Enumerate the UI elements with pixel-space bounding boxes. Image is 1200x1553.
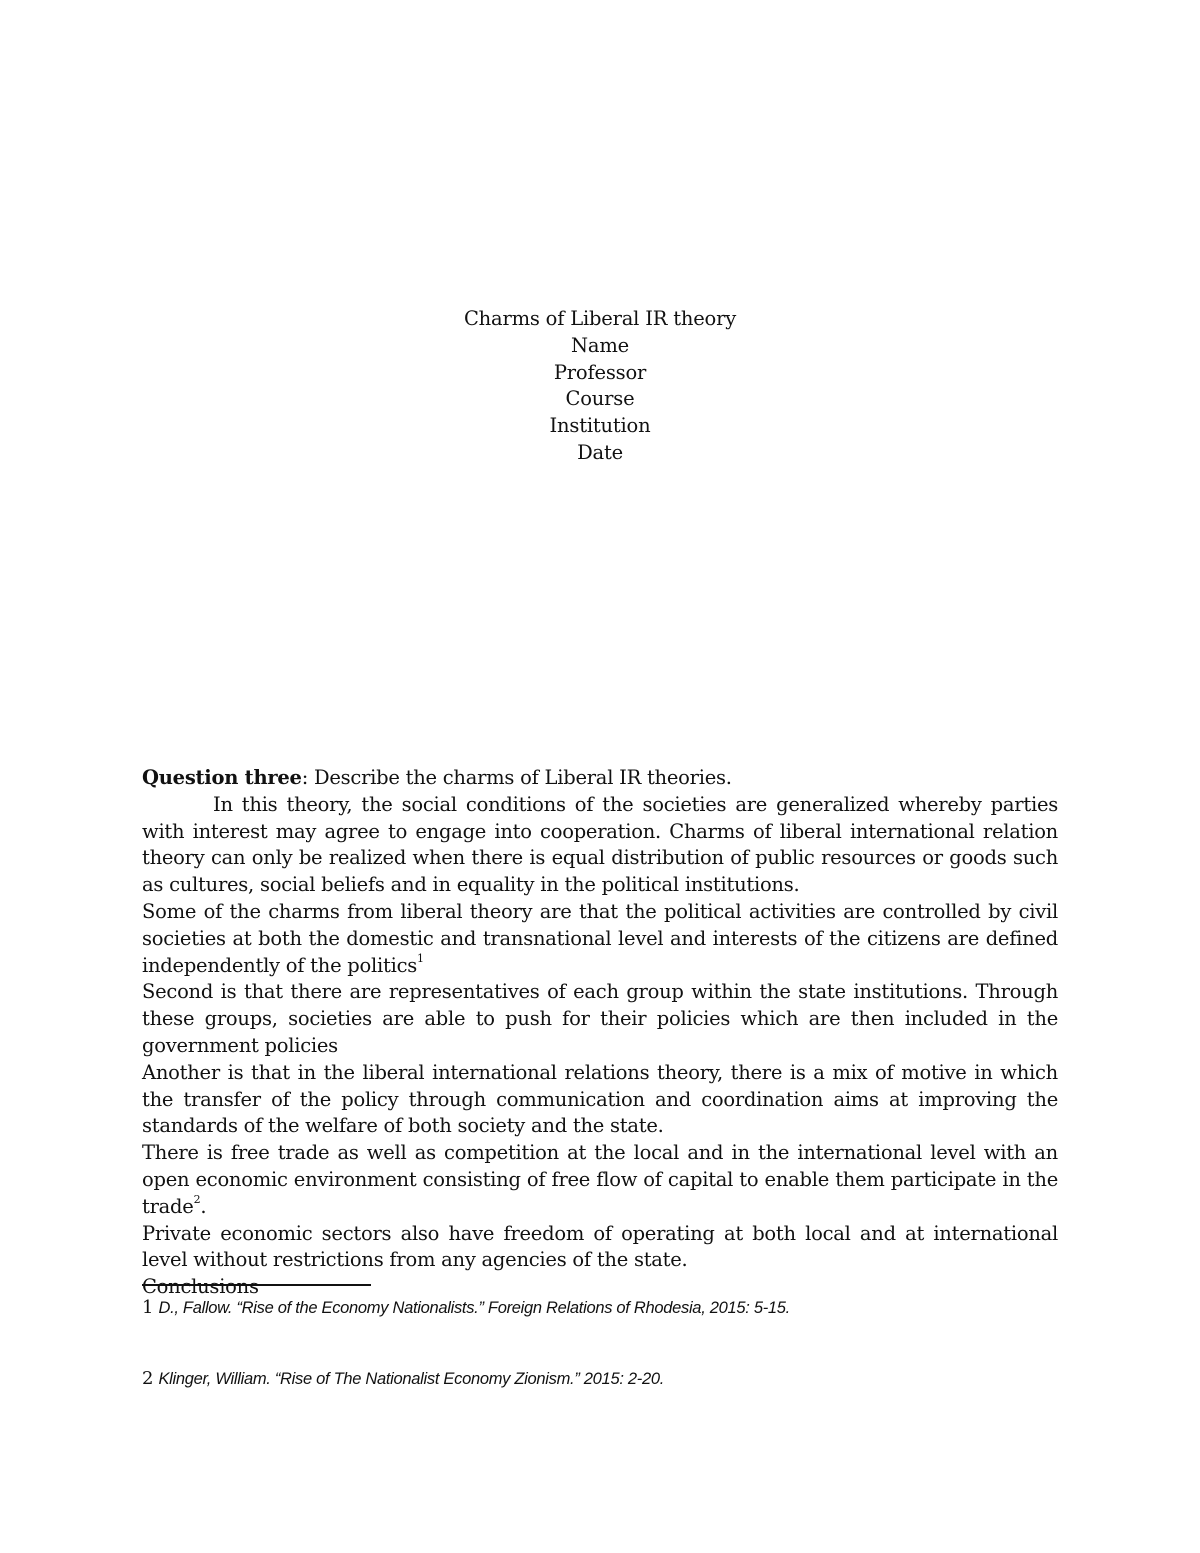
author-name: Name [571, 333, 629, 357]
question-text: : Describe the charms of Liberal IR theories. [301, 766, 732, 789]
paragraph-1: In this theory, the social conditions of the societies are generalized whereby parties with interest may agree to engage into cooperation. Charms of liberal international relation theory can only be realized when there is equal distribution of public resources or goods such as cultures, social beliefs and in equality in the political institutions. [142, 792, 1058, 897]
paragraph-3: Second is that there are representatives of each group within the state institutions. Through these groups, societies are able to push for their policies which are then included in the government policies [142, 980, 1058, 1057]
course-name: Course [565, 387, 635, 411]
footnote-1-text: D., Fallow. “Rise of the Economy Nationalists.” Foreign Relations of Rhodesia, 2015: 5-15. [158, 1299, 790, 1317]
document-date: Date [577, 440, 623, 464]
footnote-2-number: 2 [142, 1368, 154, 1389]
question-label: Question three [142, 766, 302, 789]
document-title: Charms of Liberal IR theory [463, 307, 737, 330]
paragraph-6: Private economic sectors also have freedom of operating at both local and at international level without restrictions from any agencies of the state. [142, 1221, 1058, 1272]
footnote-ref-1[interactable]: 1 [417, 952, 424, 966]
paragraph-5-text: There is free trade as well as competition at the local and in the international level with an open economic environment consisting of free flow of capital to enable them participate in the trade [142, 1141, 1058, 1218]
footnote-1-number: 1 [142, 1297, 154, 1318]
paragraph-5-end: . [200, 1194, 207, 1218]
paragraph-4: Another is that in the liberal international relations theory, there is a mix of motive in which the transfer of the policy through communication and coordination aims at improving the standards of the welfare of both society and the state. [142, 1060, 1058, 1138]
conclusions-heading: Conclusions [142, 1275, 259, 1299]
footnote-separator [142, 1284, 371, 1286]
footnote-ref-2[interactable]: 2 [193, 1193, 201, 1207]
body-text [142, 765, 1058, 1301]
title-block [0, 306, 1200, 467]
footnote-1 [142, 1297, 790, 1319]
professor-name: Professor [553, 360, 647, 384]
paragraph-5 [142, 1140, 1058, 1220]
institution-name: Institution [549, 414, 651, 438]
paragraph-2-text: Some of the charms from liberal theory are that the political activities are controlled by civil societies at both the domestic and transnational level and interests of the citizens are defined independently of the politics [142, 899, 1058, 977]
question-heading [142, 765, 1058, 792]
paragraph-2 [142, 899, 1058, 979]
footnote-2 [142, 1368, 664, 1390]
footnote-2-text: Klinger, William. “Rise of The Nationalist Economy Zionism.” 2015: 2-20. [158, 1370, 664, 1388]
